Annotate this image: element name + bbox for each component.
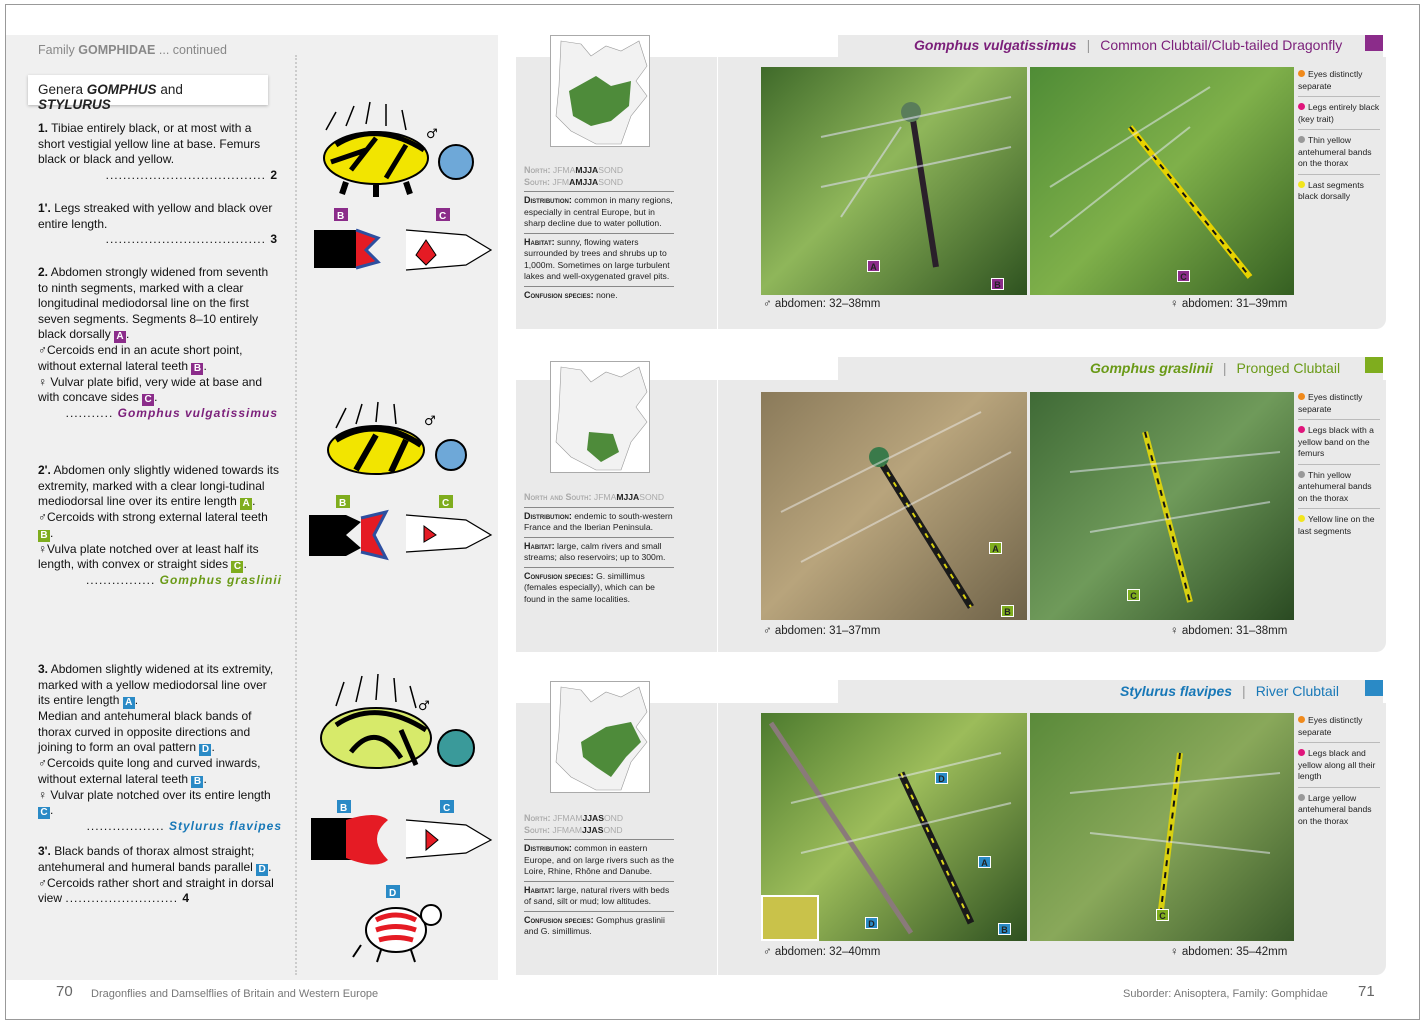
species-3-distribution-map — [550, 681, 650, 793]
species-1-color-tab — [1365, 35, 1383, 51]
species-1-distribution-map — [550, 35, 650, 147]
key-couplet-1: 1. Tibiae entirely black, or at most with a short vestigial yellow line at base. Femurs black or black and yellow. ..................................... 2 — [38, 121, 278, 182]
species-3-male-photo: D A D B — [761, 713, 1027, 941]
species-2-title: Gomphus graslinii | Pronged Clubtail — [1090, 360, 1341, 376]
gomphus-graslinii-thorax-illustration — [306, 400, 496, 570]
svg-text:B: B — [340, 803, 348, 814]
key-couplet-3-alt: 3'. Black bands of thorax almost straight; antehumeral and humeral bands parallel D . ♂Cercoids rather short and straight in dorsal view .......................... 4 — [38, 844, 274, 905]
gomphus-vulgatissimus-thorax-illustration — [306, 90, 496, 280]
left-page — [6, 5, 496, 1000]
species-3-info: North: JFMAMJJASOND South: JFMAMJJASOND Distribution: common in eastern Europe, and on large rivers such as the Loire, Rhine, Rhône and Danube. Habitat: large, natural rivers with beds of sand, silt or mud; low altitudes. Confusion species: Gomphus graslinii and G. simillimus. — [524, 813, 675, 936]
footer-section-title: Suborder: Anisoptera, Family: Gomphidae — [1123, 988, 1328, 1000]
key-couplet-2: 2. Abdomen strongly widened from seventh to ninth segments, marked with a clear longitudinal mediodorsal line on the first seven segments. Segments 8–10 entirely black dorsally A . ♂Cercoids end in an acute short point, without external lateral teeth B . ♀ Vulvar plate bifid, very wide at base and with concave sides C . ........... Gomphus vulgatissimus — [38, 265, 278, 420]
pink-marker-icon — [1298, 749, 1305, 756]
species-3-legend: Eyes distinctly separate Legs black and yellow along all their length Large yellow antehumeral bands on the thorax — [1298, 713, 1380, 834]
stylurus-thorax-dorsal-illustration — [351, 885, 451, 965]
species-2-female-photo: C — [1030, 392, 1294, 620]
species-2-divider — [717, 380, 718, 652]
family-header: Family GOMPHIDAE ... continued — [38, 43, 227, 57]
species-1-info: North: JFMAMJJASOND South: JFMAMJJASOND Distribution: common in many regions, especially in central Europe, but in sharp decline due to water pollution. Habitat: sunny, flowing waters surrounded by trees and shrubs up to 1,000m. Sometimes on large turbulent lakes and well-oxygenated gravel pits. Confusion species: none. — [524, 165, 673, 300]
species-1-male-caption: ♂ abdomen: 32–38mm — [763, 298, 881, 310]
key-couplet-2-alt: 2'. Abdomen only slightly widened towards its extremity, marked with a clear longi-tudinal mediodorsal line over its entire length A . ♂Cercoids with strong external lateral teeth B . ♀Vulva plate notched over at least half its length, with convex or straight sides C . ................ Gomphus graslinii — [38, 463, 282, 587]
species-1-male-photo: A B — [761, 67, 1027, 295]
species-1-female-photo: C — [1030, 67, 1294, 295]
yellow-marker-icon — [1298, 181, 1305, 188]
key-couplet-1-alt: 1'. Legs streaked with yellow and black over entire length. ..................................... 3 — [38, 201, 278, 246]
species-2-legend: Eyes distinctly separate Legs black with a yellow band on the femurs Thin yellow antehumeral bands on the thorax Yellow line on the last segments — [1298, 390, 1380, 544]
key-couplet-3: 3. Abdomen slightly widened at its extremity, marked with a yellow mediodorsal line over its entire length A . Median and antehumeral black bands of thorax curved in opposite directions and joining to form an oval pattern D . ♂Cercoids quite long and curved inwards, without external lateral teeth B . ♀ Vulvar plate notched over its entire length C . .................. Stylurus flavipes — [38, 662, 282, 833]
species-3-male-caption: ♂ abdomen: 32–40mm — [763, 946, 881, 958]
book-spread — [5, 4, 1420, 1020]
species-3-title: Stylurus flavipes | River Clubtail — [1120, 683, 1339, 699]
orange-marker-icon — [1298, 716, 1305, 723]
genera-header: Genera GOMPHUS and STYLURUS — [28, 75, 268, 105]
column-divider — [295, 55, 297, 975]
svg-text:B: B — [339, 498, 347, 509]
species-2-color-tab — [1365, 357, 1383, 373]
male-symbol: ♂ — [426, 127, 438, 142]
svg-text:♂: ♂ — [424, 414, 436, 429]
species-3-color-tab — [1365, 680, 1383, 696]
species-2-info: North and South: JFMAMJJASOND Distribution: endemic to south-western France and the Iberian Peninsula. Habitat: large, calm rivers and small streams; also reservoirs; up to 300m. Confusion species: G. simillimus (females especially), which can be found in the same localities. — [524, 492, 673, 604]
pink-marker-icon — [1298, 103, 1305, 110]
footer-book-title: Dragonflies and Damselflies of Britain and Western Europe — [91, 988, 379, 1000]
pink-marker-icon — [1298, 426, 1305, 433]
svg-text:♂: ♂ — [418, 699, 430, 714]
grey-marker-icon — [1298, 794, 1305, 801]
yellow-marker-icon — [1298, 515, 1305, 522]
species-3-inset-photo — [761, 895, 819, 941]
species-1-female-caption: ♀ abdomen: 31–39mm — [1170, 298, 1288, 310]
svg-text:D: D — [389, 888, 397, 899]
species-1-divider — [717, 57, 718, 329]
species-2-male-photo: A B — [761, 392, 1027, 620]
grey-marker-icon — [1298, 471, 1305, 478]
right-page — [498, 5, 1421, 1000]
page-number-right: 71 — [1358, 983, 1375, 1000]
grey-marker-icon — [1298, 136, 1305, 143]
svg-text:B: B — [337, 211, 345, 222]
svg-text:C: C — [442, 498, 450, 509]
species-3-female-photo: C — [1030, 713, 1294, 941]
species-1-title: Gomphus vulgatissimus | Common Clubtail/Club-tailed Dragonfly — [914, 37, 1343, 53]
orange-marker-icon — [1298, 393, 1305, 400]
stylurus-flavipes-thorax-illustration — [306, 670, 496, 870]
page-number-left: 70 — [56, 983, 73, 1000]
species-2-male-caption: ♂ abdomen: 31–37mm — [763, 625, 881, 637]
species-3-female-caption: ♀ abdomen: 35–42mm — [1170, 946, 1288, 958]
svg-text:C: C — [443, 803, 451, 814]
species-2-female-caption: ♀ abdomen: 31–38mm — [1170, 625, 1288, 637]
orange-marker-icon — [1298, 70, 1305, 77]
species-3-divider — [717, 703, 718, 975]
svg-text:C: C — [439, 211, 447, 222]
species-2-distribution-map — [550, 361, 650, 473]
species-1-legend: Eyes distinctly separate Legs entirely black (key trait) Thin yellow antehumeral bands on the thorax Last segments black dorsally — [1298, 69, 1380, 201]
